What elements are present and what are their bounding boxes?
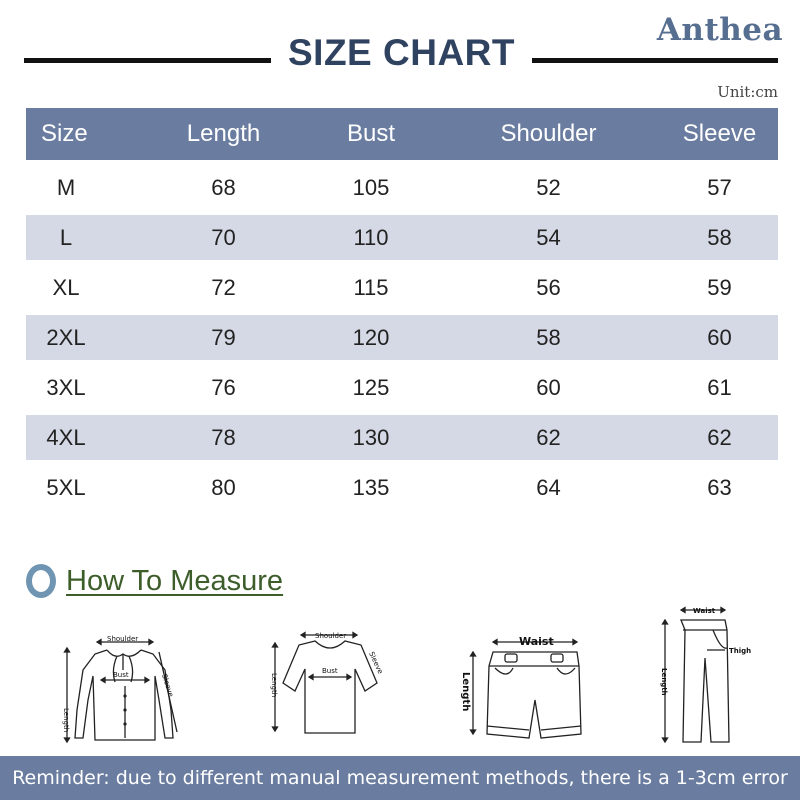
table-row — [26, 465, 778, 510]
cell-shoulder: 56 — [536, 274, 561, 300]
cell-sleeve: 57 — [707, 174, 732, 200]
header-length: Length — [186, 120, 261, 147]
size-table — [26, 108, 778, 515]
cell-length: 79 — [211, 324, 236, 350]
page-title: SIZE CHART — [288, 32, 515, 73]
header-bust: Bust — [346, 120, 396, 147]
cell-sleeve: 60 — [707, 324, 732, 350]
tshirt-sleeve-label: Sleeve — [367, 650, 385, 676]
table-header-row — [26, 108, 778, 160]
table-row — [26, 265, 778, 310]
cell-bust: 125 — [352, 374, 390, 400]
blouse-length-label: Length — [62, 708, 70, 733]
cell-size: XL — [52, 274, 80, 300]
cell-bust: 135 — [352, 474, 390, 500]
cell-sleeve: 63 — [707, 474, 732, 500]
shorts-length-label: Length — [460, 672, 471, 712]
blouse-sleeve-label: Sleeve — [160, 673, 175, 698]
header-size: Size — [41, 120, 88, 147]
reminder-banner: Reminder: due to different manual measurement methods, there is a 1-3cm error — [0, 756, 800, 800]
cell-shoulder: 60 — [536, 374, 561, 400]
table-row — [26, 215, 778, 260]
cell-shoulder: 64 — [536, 474, 561, 500]
title-rule-left — [24, 58, 271, 63]
pants-waist-label: Waist — [693, 607, 716, 615]
cell-size: M — [56, 174, 76, 200]
cell-shoulder: 58 — [536, 324, 561, 350]
header-shoulder: Shoulder — [500, 120, 597, 147]
cell-length: 78 — [211, 424, 236, 450]
title-rule-right — [532, 58, 778, 63]
shorts-waist-label: Waist — [519, 635, 554, 648]
tshirt-length-label: Length — [270, 673, 278, 698]
cell-size: 2XL — [46, 324, 86, 350]
cell-length: 72 — [211, 274, 236, 300]
tshirt-shoulder-label: Shoulder — [315, 632, 347, 640]
brand-logo: Anthea — [656, 12, 784, 48]
cell-size: 3XL — [46, 374, 86, 400]
blouse-shoulder-label: Shoulder — [107, 635, 139, 643]
cell-size: 5XL — [46, 474, 86, 500]
table-row — [26, 315, 778, 360]
pants-diagram — [655, 600, 765, 750]
table-row — [26, 365, 778, 410]
cell-size: 4XL — [46, 424, 86, 450]
cell-bust: 130 — [352, 424, 390, 450]
cell-bust: 120 — [352, 324, 390, 350]
cell-shoulder: 62 — [536, 424, 561, 450]
header-sleeve: Sleeve — [682, 120, 757, 147]
cell-sleeve: 61 — [707, 374, 732, 400]
table-row — [26, 415, 778, 460]
cell-length: 68 — [211, 174, 236, 200]
pants-thigh-label: Thigh — [729, 647, 752, 655]
pants-length-label: Length — [660, 668, 668, 696]
unit-label: Unit:cm — [717, 83, 778, 101]
how-to-measure-title: How To Measure — [66, 564, 284, 597]
cell-length: 70 — [211, 224, 236, 250]
how-to-measure-heading — [26, 564, 283, 598]
cell-bust: 105 — [352, 174, 390, 200]
shorts-diagram — [455, 630, 585, 745]
blouse-diagram — [55, 630, 190, 750]
table-row — [26, 165, 778, 210]
cell-size: L — [59, 224, 73, 250]
cell-sleeve: 62 — [707, 424, 732, 450]
cell-length: 80 — [211, 474, 236, 500]
cell-shoulder: 52 — [536, 174, 561, 200]
cell-bust: 110 — [353, 224, 389, 250]
cell-shoulder: 54 — [536, 224, 561, 250]
tshirt-bust-label: Bust — [322, 667, 338, 675]
cell-bust: 115 — [353, 274, 389, 300]
cell-length: 76 — [211, 374, 236, 400]
cell-sleeve: 58 — [707, 224, 732, 250]
blouse-bust-label: Bust — [113, 671, 129, 679]
ring-icon — [26, 564, 56, 598]
cell-sleeve: 59 — [707, 274, 732, 300]
tshirt-diagram — [265, 625, 390, 740]
